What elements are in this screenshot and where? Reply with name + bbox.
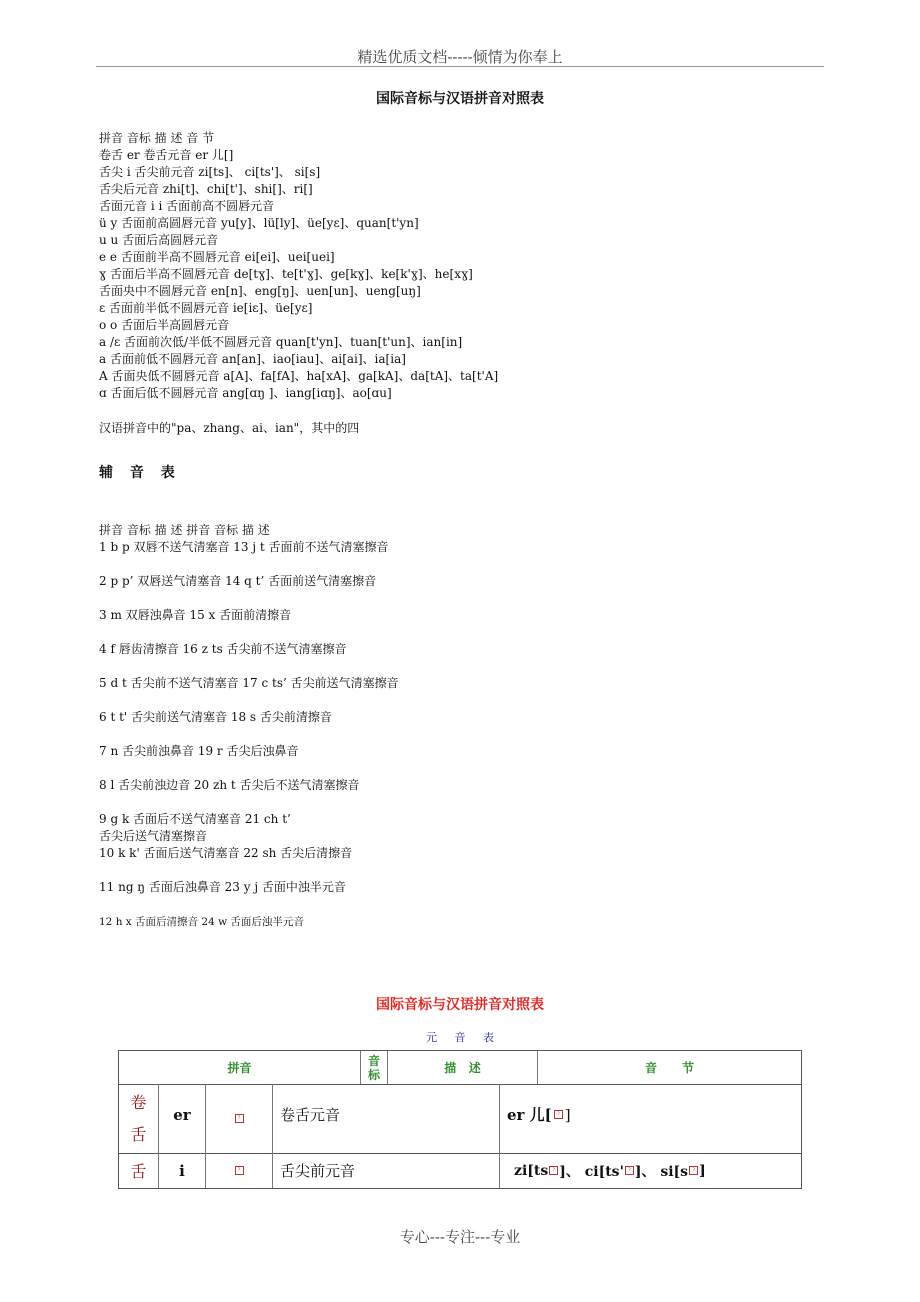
desc-cell	[273, 1153, 500, 1188]
header-desc-cell	[388, 1051, 538, 1084]
category-cell	[119, 1084, 159, 1153]
syllable-part: ]、 ci[ts'	[559, 1163, 624, 1180]
header-syllable-cell	[538, 1051, 801, 1084]
missing-glyph-icon: ?	[235, 1114, 244, 1123]
vowel-line: 舌尖后元音 zhi[t]、chi[t']、shi[]、ri[]	[99, 182, 313, 196]
syllable-cell	[500, 1084, 801, 1153]
pinyin-text: er	[173, 1105, 191, 1124]
vowel-line: e e 舌面前半高不圆唇元音 ei[ei]、uei[uei]	[99, 250, 335, 264]
header-desc: 描 述	[444, 1061, 481, 1075]
consonant-line: 12 h x 舌面后清擦音 24 w 舌面后浊半元音	[99, 916, 304, 928]
vowel-line: 舌面央中不圆唇元音 en[n]、eng[ŋ]、uen[un]、ueng[uŋ]	[99, 284, 421, 298]
desc-text: 卷舌元音	[280, 1106, 341, 1124]
vowel-line: A 舌面央低不圆唇元音 a[A]、fa[fA]、ha[xA]、ga[kA]、da[tA]、ta[t'A]	[99, 369, 499, 383]
table-row	[118, 1153, 802, 1189]
missing-glyph-icon: ?	[549, 1166, 558, 1175]
vowel-line: a /ɛ 舌面前次低/半低不圆唇元音 quan[t'yn]、tuan[t'un]、ian[in]	[99, 335, 463, 349]
document-title: 国际音标与汉语拼音对照表	[376, 91, 544, 107]
consonant-line: 8 l 舌尖前浊边音 20 zh t 舌尖后不送气清塞擦音	[99, 778, 360, 792]
consonant-line: 9 g k 舌面后不送气清塞音 21 ch t’	[99, 812, 291, 826]
syllable-part: ]	[699, 1162, 706, 1179]
vowel-line: o o 舌面后半高圆唇元音	[99, 318, 230, 332]
consonant-line: 4 f 唇齿清擦音 16 z ts 舌尖前不送气清塞擦音	[99, 642, 347, 656]
header-divider	[96, 66, 824, 67]
vowel-line: 卷舌 er 卷舌元音 er 儿[]	[99, 148, 234, 162]
vowel-line: ɣ 舌面后半高不圆唇元音 de[tɣ]、te[t'ɣ]、ge[kɣ]、ke[k'ɣ]、he[xɣ]	[99, 267, 473, 281]
page-header: 精选优质文档-----倾情为你奉上	[357, 48, 563, 66]
syllable-part: ]、 si[s	[634, 1163, 689, 1180]
syllable-cell	[500, 1153, 801, 1188]
desc-text: 舌尖前元音	[280, 1162, 356, 1180]
desc-cell	[273, 1084, 500, 1153]
pinyin-text: i	[179, 1161, 185, 1180]
pinyin-cell	[159, 1084, 206, 1153]
syllable-text-end: ]	[564, 1105, 571, 1124]
vowel-line: ɛ 舌面前半低不圆唇元音 ie[iɛ]、üe[yɛ]	[99, 301, 313, 315]
page-footer: 专心---专注---专业	[399, 1228, 521, 1246]
table-title: 国际音标与汉语拼音对照表	[376, 997, 544, 1013]
vowel-line: ü y 舌面前高圆唇元音 yu[y]、lü[ly]、üe[yɛ]、quan[t'yn]	[99, 216, 419, 230]
vowel-line: 拼音 音标 描 述 音 节	[99, 131, 215, 145]
note-text: 汉语拼音中的"pa、zhang、ai、ian"，其中的四	[99, 421, 360, 435]
vowel-line: 舌面元音 i i 舌面前高不圆唇元音	[99, 199, 275, 213]
consonant-header-line: 拼音 音标 描 述 拼音 音标 描 述	[99, 523, 270, 537]
header-ipa-cell	[361, 1051, 388, 1084]
missing-glyph-icon: ?	[689, 1166, 698, 1175]
table-subtitle: 元 音 表	[426, 1031, 494, 1044]
header-pinyin-cell	[119, 1051, 361, 1084]
consonant-heading: 辅 音 表	[99, 465, 181, 481]
category-cell	[119, 1153, 159, 1188]
category-text-1: 卷	[130, 1092, 147, 1112]
header-ipa-2: 标	[367, 1067, 380, 1082]
consonant-line: 3 m 双唇浊鼻音 15 x 舌面前清擦音	[99, 608, 292, 622]
consonant-line: 1 b p 双唇不送气清塞音 13 j t 舌面前不送气清塞擦音	[99, 540, 389, 554]
header-ipa-1: 音	[367, 1053, 380, 1068]
category-text-2: 舌	[130, 1124, 147, 1144]
ipa-cell	[206, 1084, 273, 1153]
missing-glyph-icon: ?	[554, 1110, 563, 1119]
vowel-table-header	[118, 1050, 802, 1085]
vowel-line: ɑ 舌面后低不圆唇元音 ang[ɑŋ ]、iang[iɑŋ]、ao[ɑu]	[99, 386, 392, 400]
pinyin-cell	[159, 1153, 206, 1188]
vowel-line: 舌尖 i 舌尖前元音 zi[ts]、 ci[ts']、 si[s]	[99, 165, 321, 179]
consonant-line: 2 p p’ 双唇送气清塞音 14 q t’ 舌面前送气清塞擦音	[99, 574, 377, 588]
consonant-line: 7 n 舌尖前浊鼻音 19 r 舌尖后浊鼻音	[99, 744, 299, 758]
syllable-text: er 儿[	[507, 1106, 552, 1124]
table-row	[118, 1084, 802, 1154]
ipa-cell	[206, 1153, 273, 1188]
consonant-line: 5 d t 舌尖前不送气清塞音 17 c ts’ 舌尖前送气清塞擦音	[99, 676, 399, 690]
consonant-line: 6 t t' 舌尖前送气清塞音 18 s 舌尖前清擦音	[99, 710, 332, 724]
consonant-line: 10 k k' 舌面后送气清塞音 22 sh 舌尖后清擦音	[99, 846, 353, 860]
syllable-part: zi[ts	[514, 1162, 549, 1179]
header-syllable: 音 节	[644, 1061, 695, 1075]
consonant-line: 11 ng ŋ 舌面后浊鼻音 23 y j 舌面中浊半元音	[99, 880, 346, 894]
consonant-line: 舌尖后送气清塞擦音	[99, 829, 208, 843]
header-pinyin: 拼音	[227, 1061, 252, 1075]
missing-glyph-icon: ?	[625, 1166, 634, 1175]
vowel-line: u u 舌面后高圆唇元音	[99, 233, 219, 247]
vowel-line: a 舌面前低不圆唇元音 an[an]、iao[iau]、ai[ai]、ia[ia]	[99, 352, 406, 366]
missing-glyph-icon: ?	[235, 1166, 244, 1175]
category-text-1: 舌	[130, 1162, 147, 1181]
